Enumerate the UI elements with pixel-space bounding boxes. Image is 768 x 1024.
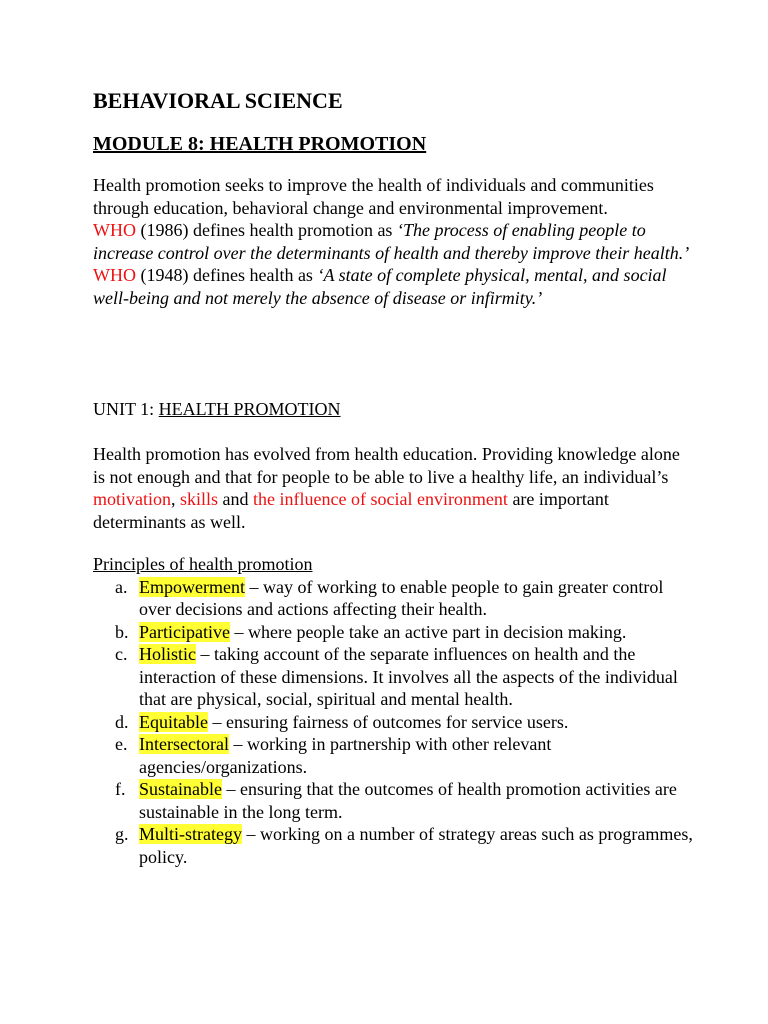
- principle-term: Multi-strategy: [139, 824, 242, 844]
- unit-heading: [93, 398, 693, 421]
- intro-section: [93, 174, 693, 309]
- principles-section: [93, 553, 693, 868]
- module-title: MODULE 8: HEALTH PROMOTION: [93, 133, 427, 155]
- principle-description: – ensuring that the outcomes of health promotion activities are sustainable in the long term.: [139, 779, 677, 822]
- principle-item: [93, 621, 699, 644]
- definition-health: [93, 264, 693, 309]
- definition-quote: ‘A state of complete physical, mental, and social well-being and not merely the absence of disease or infirmity.’: [93, 265, 667, 308]
- principle-term: Sustainable: [139, 779, 222, 799]
- paragraph-text: are important determinants as well.: [93, 489, 609, 532]
- principle-item: [93, 643, 699, 711]
- principle-description: – working on a number of strategy areas such as programmes, policy.: [139, 824, 693, 867]
- principle-description: – where people take an active part in decision making.: [229, 621, 627, 642]
- intro-paragraph: Health promotion seeks to improve the health of individuals and communities through education, behavioral change and environmental improvement.: [93, 175, 654, 218]
- principle-description: – way of working to enable people to gain greater control over decisions and actions affecting their health.: [139, 576, 664, 619]
- unit-prefix: UNIT 1:: [93, 399, 159, 419]
- who-label: WHO: [93, 265, 136, 285]
- principle-item: [93, 711, 699, 734]
- principle-term: Equitable: [139, 711, 208, 732]
- principle-description: – taking account of the separate influences on health and the interaction of these dimensions. It involves all the aspects of the individual that are physical, social, spiritual and mental health.: [139, 644, 678, 709]
- paragraph-text: ,: [171, 489, 180, 509]
- list-marker: g.: [115, 824, 129, 844]
- principle-term: Empowerment: [139, 576, 245, 597]
- principle-description: – ensuring fairness of outcomes for service users.: [207, 711, 569, 732]
- list-marker: b.: [115, 621, 129, 642]
- principle-term: Participative: [139, 621, 230, 642]
- principles-list: [93, 576, 693, 869]
- keyword-skills: skills: [180, 489, 219, 509]
- principle-term: Intersectoral: [139, 734, 229, 754]
- list-marker: e.: [115, 734, 128, 754]
- definition-health-promotion: [93, 219, 693, 264]
- document-title: BEHAVIORAL SCIENCE: [93, 88, 343, 113]
- principle-item: [93, 778, 699, 823]
- definition-quote: ‘The process of enabling people to increase control over the determinants of health and thereby improve their health.’: [93, 220, 690, 263]
- who-label: WHO: [93, 220, 136, 240]
- unit-paragraph: [93, 443, 693, 533]
- list-marker: d.: [115, 711, 129, 732]
- principle-item: [93, 823, 699, 868]
- list-marker: a.: [115, 576, 128, 597]
- definition-lead: (1948) defines health as: [136, 265, 318, 285]
- keyword-social-environment: the influence of social environment: [253, 489, 508, 509]
- unit-title: HEALTH PROMOTION: [158, 399, 341, 419]
- paragraph-text: and: [218, 489, 254, 509]
- principle-item: [93, 733, 699, 778]
- definition-lead: (1986) defines health promotion as: [136, 220, 397, 240]
- principle-description: – working in partnership with other relevant agencies/organizations.: [139, 734, 552, 777]
- keyword-motivation: motivation: [93, 489, 171, 509]
- principle-term: Holistic: [139, 644, 196, 664]
- list-marker: c.: [115, 644, 128, 664]
- paragraph-text: Health promotion has evolved from health education. Providing knowledge alone is not enough and that for people to be able to live a healthy life, an individual’s: [93, 444, 680, 487]
- list-marker: f.: [115, 779, 126, 799]
- principle-item: [93, 576, 699, 621]
- principles-heading: Principles of health promotion: [93, 554, 313, 574]
